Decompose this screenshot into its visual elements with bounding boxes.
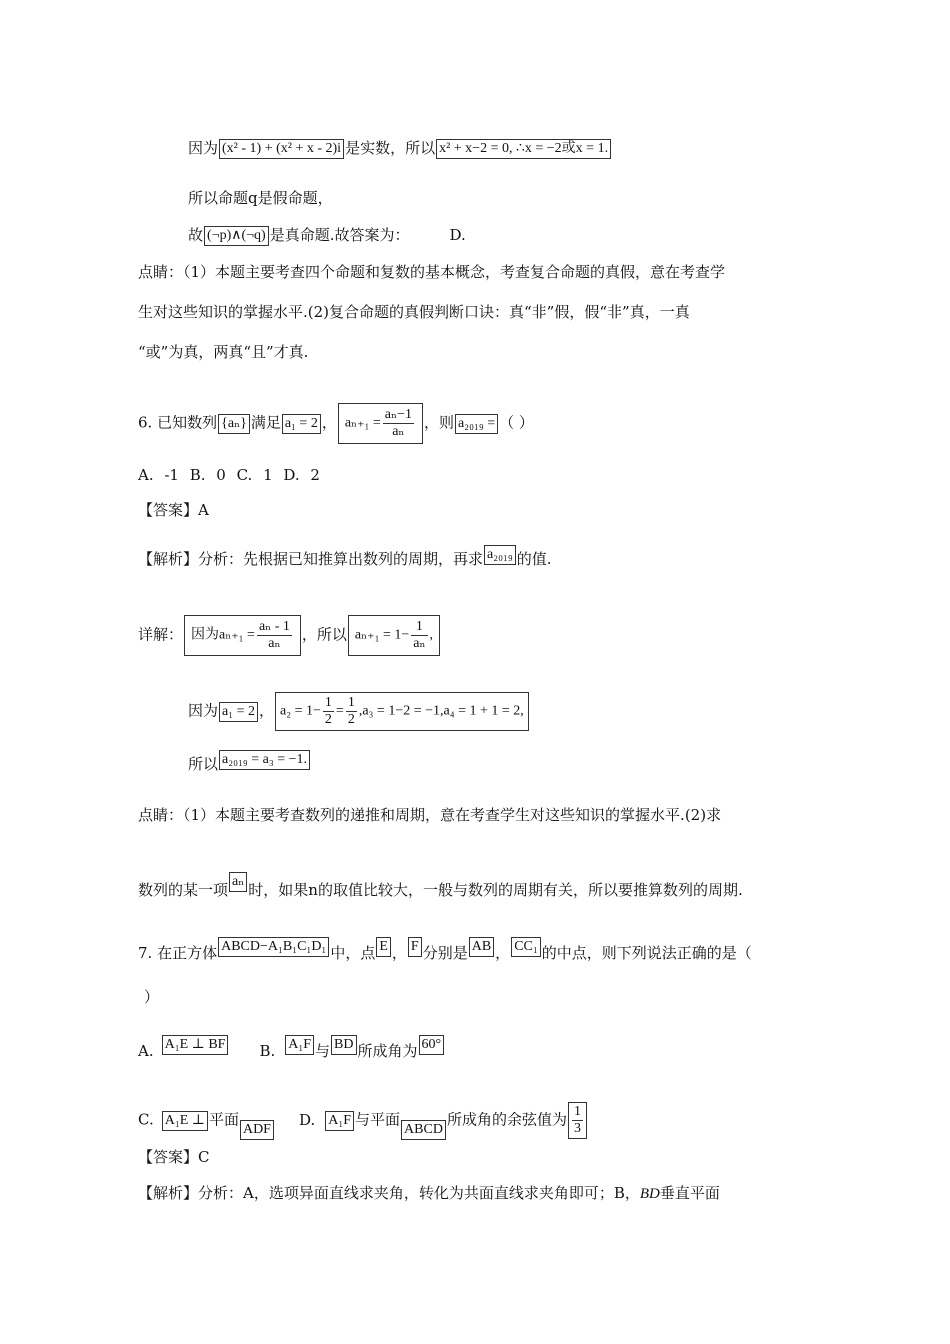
answer-label-7: 【答案】	[138, 1148, 199, 1166]
q7-point: 中，点	[330, 944, 376, 962]
q7-comma-2: ，	[495, 944, 511, 962]
answer-value: A	[198, 501, 209, 519]
math-recurrence	[338, 403, 423, 444]
math-a2019-result: a₂₀₁₉ = a₃ = −1.	[219, 750, 310, 770]
option-d-numerator: 1	[573, 1104, 581, 1119]
math-rewrite-denominator: aₙ	[413, 636, 426, 651]
math-point-f: F	[408, 937, 422, 957]
analysis-6	[138, 545, 552, 569]
q6-answer-paren: （ ）	[499, 413, 534, 432]
text-because-2: 因为	[188, 701, 219, 720]
option-b-math-a1f: A₁F	[285, 1035, 314, 1055]
answer-7	[138, 1147, 210, 1167]
math-complex-expression: (x² - 1) + (x² + x - 2)i	[219, 139, 344, 159]
option-d-math-fraction	[568, 1102, 587, 1139]
q7-options-ab	[138, 1035, 445, 1061]
math-not-p-and-not-q: (¬p)∧(¬q)	[204, 226, 269, 246]
math-recurrence-lhs: aₙ₊₁ =	[344, 415, 381, 431]
answer-label: 【答案】	[138, 501, 199, 519]
math-segment-cc1: CC₁	[511, 937, 541, 957]
detail-line	[138, 615, 441, 656]
math-initial-term: a₁ = 2	[282, 414, 321, 434]
math-detail-recurrence	[184, 615, 301, 656]
option-d-label: D.	[298, 1110, 316, 1129]
text-because: 因为	[188, 139, 219, 157]
math-rewrite-numerator: 1	[411, 619, 427, 636]
q7-close-paren: ）	[144, 988, 160, 1006]
math-equals: =	[335, 703, 344, 719]
option-c-label: C.	[138, 1110, 154, 1129]
math-recurrence-numerator: aₙ−1	[384, 407, 412, 422]
option-c-plane: 平面	[208, 1110, 239, 1129]
question-6	[138, 403, 534, 444]
option-d-denominator: 3	[573, 1121, 581, 1136]
because-line	[188, 692, 530, 731]
q6-then: ，则	[423, 413, 454, 432]
math-detail-fraction	[257, 619, 292, 652]
text-therefore: 故	[188, 226, 204, 244]
q6-options: A. -1 B. 0 C. 1 D. 2	[138, 466, 320, 484]
option-a-math: A₁E ⊥ BF	[162, 1035, 229, 1055]
math-rewrite-fraction	[411, 619, 427, 652]
detail-label: 详解：	[138, 625, 184, 644]
option-d-math-abcd: ABCD	[401, 1120, 446, 1140]
question-7	[138, 937, 752, 963]
q6-stem-prefix: 6. 已知数列	[138, 413, 218, 432]
option-b-and: 与	[315, 1042, 331, 1060]
analysis-label-7: 【解析】	[138, 1184, 199, 1202]
q7-stem-prefix: 7. 在正方体	[138, 944, 218, 962]
math-detail-lhs: 因为aₙ₊₁ =	[191, 627, 255, 643]
math-recurrence-denominator: aₙ	[392, 424, 405, 439]
option-d-math-a1f: A₁F	[325, 1111, 354, 1131]
text-q-false: 所以命题q是假命题，	[188, 189, 333, 207]
option-c-math-a1e: A₁E ⊥	[162, 1111, 208, 1131]
math-cube: ABCD−A₁B₁C₁D₁	[218, 937, 329, 957]
note2-suffix: 时，如果n的取值比较大，一般与数列的周期有关，所以要推算数列的周期.	[248, 881, 743, 899]
q7-respectively: 分别是	[422, 944, 468, 962]
math-rewrite-tail: ,	[429, 627, 434, 643]
q6-comma: ，	[321, 413, 337, 432]
q6-satisfy: 满足	[250, 413, 281, 432]
math-sequence: {aₙ}	[218, 414, 250, 434]
sothat-line	[188, 750, 311, 774]
answer-6	[138, 500, 209, 520]
math-detail-denominator: aₙ	[268, 636, 281, 651]
text-is-real: 是实数，所以	[345, 139, 436, 157]
math-segment-ab: AB	[469, 937, 494, 957]
analysis-text-end: 的值.	[516, 550, 552, 568]
math-a2019: a₂₀₁₉	[484, 545, 516, 565]
note2-line-2	[138, 872, 743, 900]
analysis-text-7: 分析：A，选项异面直线求夹角，转化为共面直线求夹角即可；B，	[198, 1184, 640, 1202]
math-detail-numerator: aₙ - 1	[258, 619, 290, 634]
option-b-math-60: 60°	[419, 1035, 445, 1055]
math-bd-italic: BD	[639, 1186, 660, 1202]
math-half-1-num: 1	[324, 695, 332, 710]
option-b-angle-text: 所成角为	[357, 1042, 418, 1060]
option-a-label: A.	[138, 1042, 154, 1060]
q7-options-cd	[138, 1102, 588, 1140]
math-detail-rewrite	[348, 615, 440, 656]
answer-value-7: C	[198, 1148, 210, 1166]
math-an: aₙ	[229, 872, 247, 892]
analysis-tail-7: 垂直平面	[659, 1184, 720, 1202]
math-period-computation	[275, 692, 529, 731]
option-c-math-adf: ADF	[240, 1120, 274, 1140]
math-half-1	[323, 695, 334, 728]
option-d-plane: 与平面	[355, 1110, 401, 1129]
math-half-2	[346, 695, 357, 728]
analysis-7	[138, 1183, 720, 1204]
q7-stem-suffix: 的中点，则下列说法正确的是（	[541, 944, 752, 962]
option-d-one-third	[572, 1104, 583, 1137]
option-b-label: B.	[259, 1042, 276, 1060]
analysis-label: 【解析】	[138, 550, 199, 568]
note2-prefix: 数列的某一项	[138, 881, 229, 899]
math-half-1-den: 2	[324, 712, 332, 727]
text-so: 所以	[188, 755, 219, 773]
option-d-cosine-text: 所成角的余弦值为	[446, 1110, 567, 1129]
q7-comma: ，	[391, 944, 407, 962]
reason-line-3	[188, 225, 466, 246]
option-b-math-bd: BD	[331, 1035, 356, 1055]
note1-line-3: “或”为真，两真“且”才真.	[138, 343, 309, 361]
math-point-e: E	[376, 937, 391, 957]
text-answer-d: D.	[449, 226, 466, 244]
math-target-term: a₂₀₁₉ =	[455, 414, 498, 434]
math-recurrence-fraction	[383, 407, 414, 440]
reason-line-1	[188, 138, 612, 159]
analysis-text: 分析：先根据已知推算出数列的周期，再求	[198, 550, 484, 568]
because-comma: ，	[259, 701, 275, 720]
math-a1-equals-2: a₁ = 2	[219, 702, 258, 722]
math-root-expression: x² + x−2 = 0, ∴x = −2或x = 1.	[436, 139, 611, 159]
math-half-2-den: 2	[347, 712, 355, 727]
math-rewrite-lhs: aₙ₊₁ = 1−	[354, 627, 410, 643]
note2-line-1: 点睛：（1）本题主要考查数列的递推和周期，意在考查学生对这些知识的掌握水平.(2)求	[138, 806, 722, 824]
math-half-2-num: 1	[347, 695, 355, 710]
reason-line-2	[188, 188, 333, 208]
math-a2-lhs: a₂ = 1−	[280, 703, 321, 719]
note1-line-1: 点睛：（1）本题主要考查四个命题和复数的基本概念，考查复合命题的真假，意在考查学	[138, 263, 726, 281]
note1-line-2: 生对这些知识的掌握水平.(2)复合命题的真假判断口诀：真“非”假，假“非”真，一真	[138, 303, 690, 321]
text-true-statement: 是真命题.故答案为：	[269, 226, 410, 244]
math-a3-a4: ,a₃ = 1−2 = −1,a₄ = 1 + 1 = 2,	[358, 703, 524, 719]
detail-so: ，所以	[301, 625, 347, 644]
